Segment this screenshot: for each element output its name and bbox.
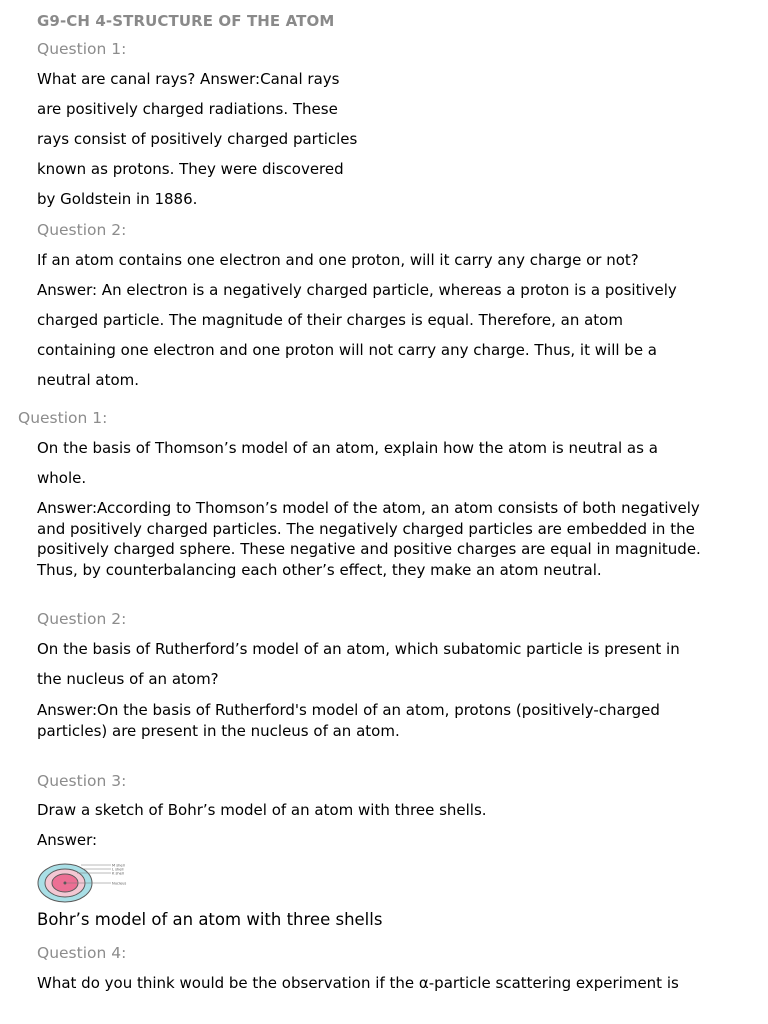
question-label: Question 1: bbox=[37, 40, 127, 58]
text-line: Thus, by counterbalancing each other’s effect, they make an atom neutral. bbox=[37, 560, 602, 579]
question-label: Question 2: bbox=[37, 610, 127, 628]
answer-label: Answer: bbox=[37, 831, 98, 849]
figure-caption: Bohr’s model of an atom with three shells bbox=[37, 910, 383, 929]
text-line: Answer: An electron is a negatively charged particle, whereas a proton is a positively bbox=[37, 281, 677, 299]
text-line: positively charged sphere. These negative and positive charges are equal in magnitude. bbox=[37, 540, 701, 558]
text-line: What are canal rays? Answer:Canal rays bbox=[37, 70, 340, 88]
question-text bbox=[37, 968, 679, 998]
text-line: and positively charged particles. The negatively charged particles are embedded in the bbox=[37, 519, 695, 538]
question-text bbox=[37, 433, 658, 493]
text-line: Draw a sketch of Bohr’s model of an atom with three shells. bbox=[37, 801, 487, 819]
text-line: What do you think would be the observation if the α-particle scattering experiment is bbox=[37, 974, 679, 992]
text-line: If an atom contains one electron and one proton, will it carry any charge or not? bbox=[37, 251, 639, 269]
text-line: On the basis of Rutherford’s model of an atom, which subatomic particle is present in bbox=[37, 640, 680, 658]
text-line: whole. bbox=[37, 469, 87, 487]
text-line: particles) are present in the nucleus of an atom. bbox=[37, 721, 400, 740]
text-line: are positively charged radiations. These bbox=[37, 100, 338, 118]
bohr-model-diagram bbox=[37, 860, 137, 906]
text-line: by Goldstein in 1886. bbox=[37, 190, 198, 208]
answer-paragraph bbox=[37, 64, 357, 214]
text-line: On the basis of Thomson’s model of an atom, explain how the atom is neutral as a bbox=[37, 439, 658, 457]
text-line: rays consist of positively charged particles bbox=[37, 130, 358, 148]
nucleus-dot bbox=[64, 882, 67, 885]
answer-paragraph bbox=[37, 700, 727, 741]
shell-label-m: M shell bbox=[112, 863, 125, 868]
question-text bbox=[37, 634, 680, 694]
text-line: the nucleus of an atom? bbox=[37, 670, 219, 688]
text-line: containing one electron and one proton will not carry any charge. Thus, it will be a bbox=[37, 341, 658, 359]
shell-label-k: K shell bbox=[112, 871, 124, 876]
question-label: Question 3: bbox=[37, 772, 127, 790]
text-line: Answer:On the basis of Rutherford's model of an atom, protons (positively-charged bbox=[37, 701, 660, 719]
text-line: charged particle. The magnitude of their charges is equal. Therefore, an atom bbox=[37, 311, 623, 329]
question-label: Question 2: bbox=[37, 221, 127, 239]
text-line: known as protons. They were discovered bbox=[37, 160, 344, 178]
question-label: Question 4: bbox=[37, 944, 127, 962]
shell-label-l: L shell bbox=[112, 867, 124, 872]
question-text bbox=[37, 795, 487, 855]
text-line: Answer:According to Thomson’s model of the atom, an atom consists of both negatively bbox=[37, 499, 700, 517]
answer-paragraph bbox=[37, 498, 727, 580]
question-label: Question 1: bbox=[18, 409, 108, 427]
nucleus-label: Nucleus bbox=[112, 881, 127, 886]
answer-paragraph bbox=[37, 245, 677, 395]
document-title: G9-CH 4-STRUCTURE OF THE ATOM bbox=[37, 12, 335, 30]
text-line: neutral atom. bbox=[37, 371, 140, 389]
